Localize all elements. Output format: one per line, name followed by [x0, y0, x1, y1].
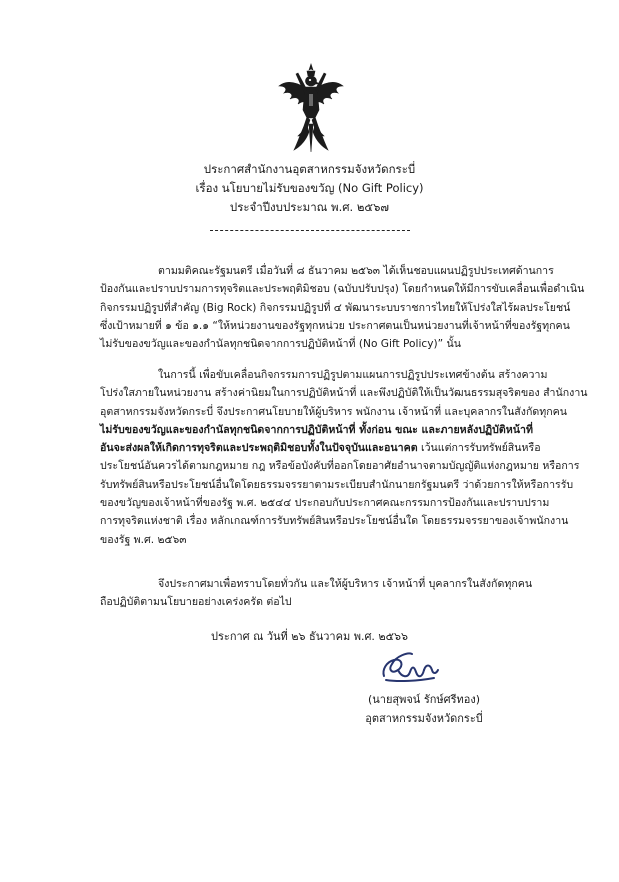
signer-title: อุตสาหกรรมจังหวัดกระบี่ — [365, 712, 483, 725]
announcement-date: ประกาศ ณ วันที่ ๒๖ ธันวาคม พ.ศ. ๒๕๖๖ — [211, 630, 408, 643]
signer-block — [344, 690, 504, 728]
header-subject-line: เรื่อง นโยบายไม่รับของขวัญ (No Gift Policy) — [195, 181, 424, 195]
paragraph-line: ของรัฐ พ.ศ. ๒๕๖๓ — [100, 533, 187, 546]
header-fiscal-year-line: ประจำปีงบประมาณ พ.ศ. ๒๕๖๗ — [229, 200, 390, 214]
header-divider — [210, 230, 410, 231]
paragraph-line: ตามมติคณะรัฐมนตรี เมื่อวันที่ ๘ ธันวาคม ๒๕๖๓ ได้เห็นชอบแผนปฏิรูปประเทศด้านการ — [158, 265, 554, 277]
paragraph-line — [100, 439, 540, 457]
paragraph-line: ซึ่งเป้าหมายที่ ๑ ข้อ ๑.๑ “ให้หน่วยงานของรัฐทุกหน่วย ประกาศตนเป็นหน่วยงานที่เจ้าหน้าที่ของรัฐทุกคน — [100, 319, 570, 332]
announcement-header — [0, 160, 619, 217]
paragraph-line: ไม่รับของขวัญและของกำนัลทุกชนิดจากการปฏิบัติหน้าที่ (No Gift Policy)” นั้น — [100, 338, 461, 351]
handwritten-signature — [378, 648, 440, 686]
paragraph-line: อุตสาหกรรมจังหวัดกระบี่ จึงประกาศนโยบายให้ผู้บริหาร พนักงาน เจ้าหน้าที่ และบุคลากรในสังกัดทุกคน — [100, 405, 567, 418]
paragraph-line: รับทรัพย์สินหรือประโยชน์อื่นใดโดยธรรมจรรยาตามระเบียบสำนักนายกรัฐมนตรี ว่าด้วยการให้หรือการรับ — [100, 478, 574, 491]
paragraph-line: ของขวัญของเจ้าหน้าที่ของรัฐ พ.ศ. ๒๕๔๔ ประกอบกับประกาศคณะกรรมการป้องกันและปราบปราม — [100, 497, 550, 510]
paragraph-policy — [100, 366, 588, 549]
policy-bold-phrase: อันจะส่งผลให้เกิดการทุจริตและประพฤติมิชอบทั้งในปัจจุบันและอนาคต — [100, 442, 418, 455]
policy-bold-line: ไม่รับของขวัญและของกำนัลทุกชนิดจากการปฏิบัติหน้าที่ ทั้งก่อน ขณะ และภายหลังปฏิบัติหน้าที่ — [100, 423, 533, 436]
paragraph-line: ประโยชน์อันควรได้ตามกฎหมาย กฎ หรือข้อบังคับที่ออกโดยอาศัยอำนาจตามบัญญัติแห่งกฎหมาย หรือการ — [100, 460, 580, 473]
paragraph-closing — [100, 575, 540, 612]
paragraph-line: โปร่งใสภายในหน่วยงาน สร้างค่านิยมในการปฏิบัติหน้าที่ และพึงปฏิบัติให้เป็นวัฒนธรรมสุจริตของ สำนักงาน — [100, 387, 588, 400]
paragraph-line-rest: เว้นแต่การรับทรัพย์สินหรือ — [417, 442, 541, 455]
paragraph-line: กิจกรรมปฏิรูปที่สำคัญ (Big Rock) กิจกรรมปฏิรูปที่ ๔ พัฒนาระบบราชการไทยให้โปร่งใสไร้ผลประโยชน์ — [100, 301, 571, 314]
paragraph-line: ถือปฏิบัติตามนโยบายอย่างเคร่งครัด ต่อไป — [100, 596, 292, 609]
signer-name: (นายสุพจน์ รักษ์ศรีทอง) — [367, 693, 481, 706]
paragraph-line: จึงประกาศมาเพื่อทราบโดยทั่วกัน และให้ผู้บริหาร เจ้าหน้าที่ บุคลากรในสังกัดทุกคน — [158, 578, 533, 590]
paragraph-line: ป้องกันและปราบปรามการทุจริตและประพฤติมิชอบ (ฉบับปรับปรุง) โดยกำหนดให้มีการขับเคลื่อนเพื่อดำเนิน — [100, 283, 585, 296]
paragraph-cabinet-resolution — [100, 262, 585, 353]
header-agency-line: ประกาศสำนักงานอุตสาหกรรมจังหวัดกระบี่ — [203, 162, 416, 176]
garuda-emblem-icon — [276, 62, 346, 154]
paragraph-line: การทุจริตแห่งชาติ เรื่อง หลักเกณฑ์การรับทรัพย์สินหรือประโยชน์อื่นใด โดยธรรมจรรยาของเจ้าพนักงาน — [100, 515, 569, 528]
paragraph-line: ในการนี้ เพื่อขับเคลื่อนกิจกรรมการปฏิรูปตามแผนการปฏิรูปประเทศข้างต้น สร้างความ — [158, 369, 548, 381]
